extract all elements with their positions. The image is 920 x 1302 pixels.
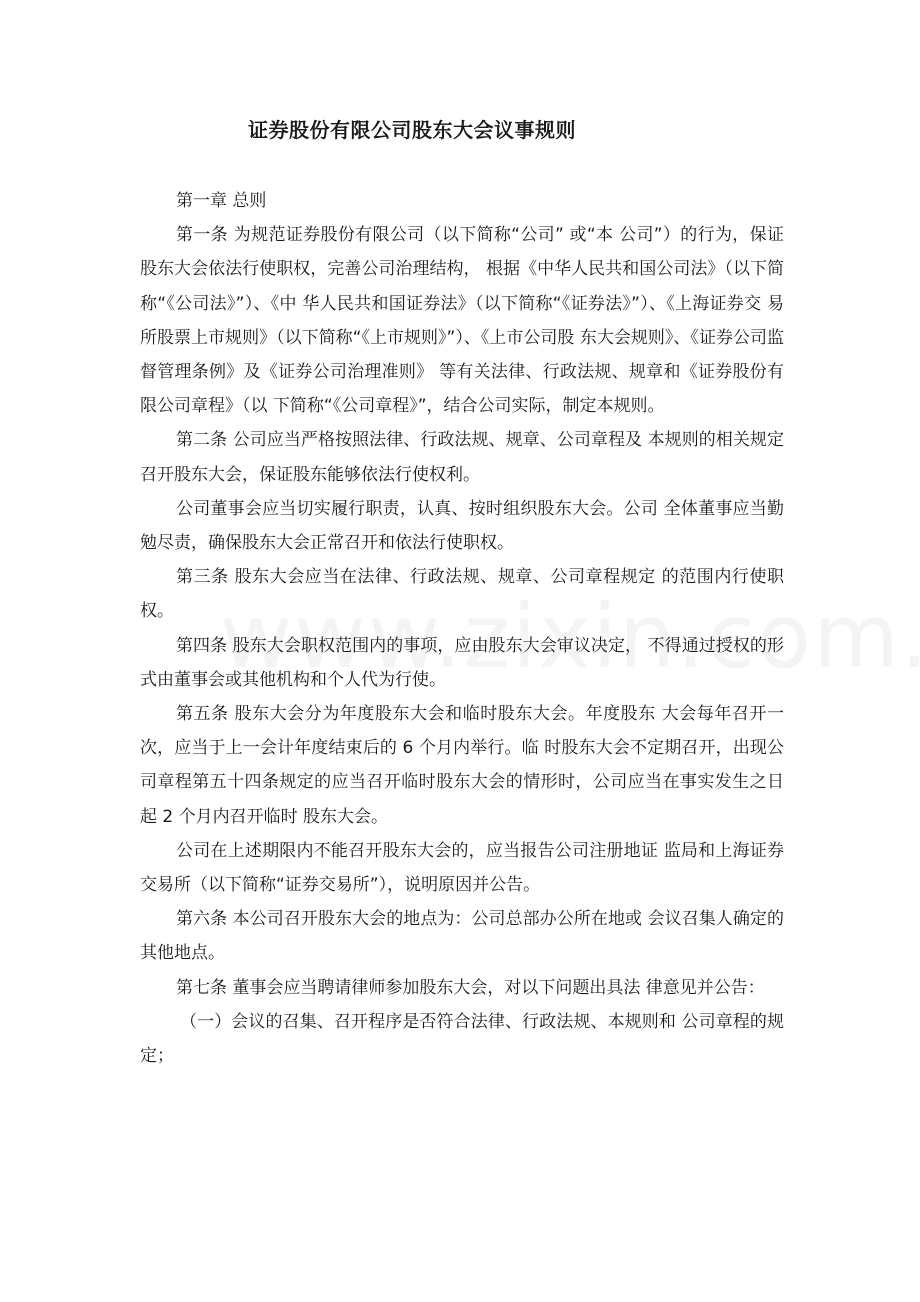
article-1: 第一条 为规范证券股份有限公司（以下简称“公司” 或“本 公司”）的行为，保证股东大会依法行使职权，完善公司治理结构， 根据《中华人民共和国公司法》（以下简称“《公司法》”）、《中 华人民共和国证券法》（以下简称“《证券法》”）、《上海证券交 易所股票上市规则》（以下简称“《上市规则》”）、《上市公司股 东大会规则》、《证券公司监督管理条例》及《证券公司治理准则》 等有关法律、行政法规、规章和《证券股份有限公司章程》（以 下简称“《公司章程》”，结合公司实际，制定本规则。 <box>140 225 784 417</box>
article-4: 第四条 股东大会职权范围内的事项，应由股东大会审议决定， 不得通过授权的形式由董事会或其他机构和个人代为行使。 <box>140 635 784 690</box>
article-7-item-1: （一）会议的召集、召开程序是否符合法律、行政法规、本规则和 公司章程的规定； <box>140 1011 784 1067</box>
article-2: 第二条 公司应当严格按照法律、行政法规、规章、公司章程及 本规则的相关规定召开股东大会，保证股东能够依法行使权利。 <box>140 430 784 485</box>
chapter-heading: 第一章 总则 <box>176 191 267 211</box>
article-2-paragraph-2: 公司董事会应当切实履行职责，认真、按时组织股东大会。公司 全体董事应当勤勉尽责，确保股东大会正常召开和依法行使职权。 <box>140 498 784 554</box>
article-5-paragraph-2: 公司在上述期限内不能召开股东大会的，应当报告公司注册地证 监局和上海证券交易所（以下简称“证券交易所”），说明原因并公告。 <box>140 840 784 896</box>
document-title: 证券股份有限公司股东大会议事规则 <box>248 118 576 142</box>
article-3: 第三条 股东大会应当在法律、行政法规、规章、公司章程规定 的范围内行使职权。 <box>140 567 784 622</box>
article-7: 第七条 董事会应当聘请律师参加股东大会，对以下问题出具法 律意见并公告： <box>176 977 765 998</box>
document-body <box>140 184 784 1073</box>
article-6: 第六条 本公司召开股东大会的地点为：公司总部办公所在地或 会议召集人确定的其他地点。 <box>140 909 784 964</box>
article-5: 第五条 股东大会分为年度股东大会和临时股东大会。年度股东 大会每年召开一次，应当于上一会计年度结束后的 6 个月内举行。临 时股东大会不定期召开，出现公司章程第五十四条规定的应当召开临时股东大会的情形时，公司应当在事实发生之日起 2 个月内召开临时 股东大会。 <box>140 704 784 827</box>
